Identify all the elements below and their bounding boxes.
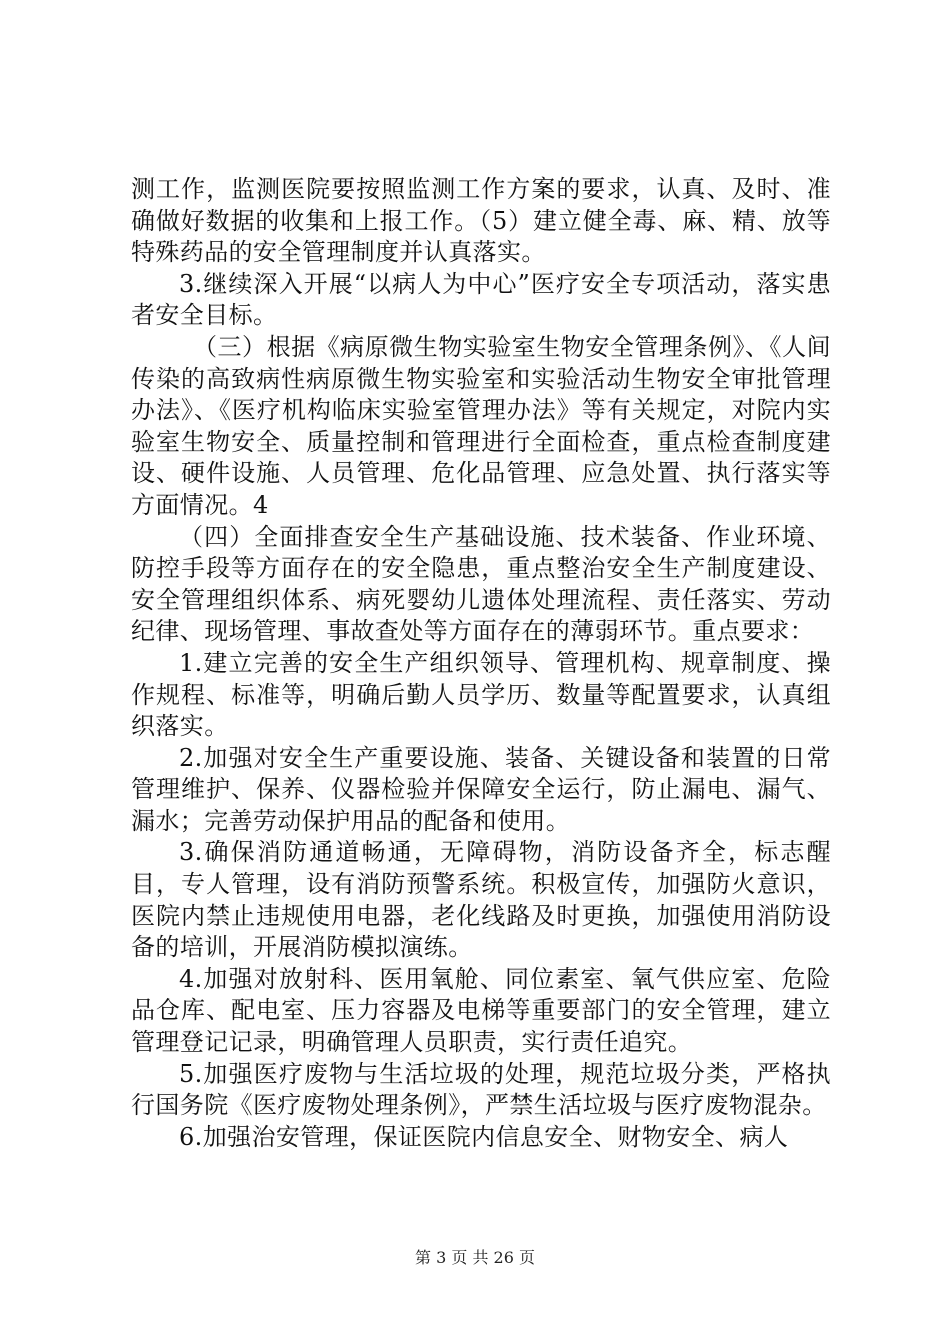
paragraph-continuation: 测工作，监测医院要按照监测工作方案的要求，认真、及时、准确做好数据的收集和上报工作。（5）建立健全毒、麻、精、放等特殊药品的安全管理制度并认真落实。	[131, 175, 831, 267]
paragraph-item-6: 6.加强治安管理，保证医院内信息安全、财物安全、病人	[179, 1122, 789, 1151]
paragraph-item-3-patient-safety: 3.继续深入开展“以病人为中心”医疗安全专项活动，落实患者安全目标。	[131, 269, 831, 330]
page-number-footer: 第 3 页 共 26 页	[415, 1248, 535, 1267]
paragraph-section-4-production-safety: （四）全面排查安全生产基础设施、技术装备、作业环境、防控手段等方面存在的安全隐患，重点整治安全生产制度建设、安全管理组织体系、病死婴幼儿遗体处理流程、责任落实、劳动纪律、现场管理、事故查处等方面存在的薄弱环节。重点要求：	[131, 522, 831, 646]
paragraph-item-5: 5.加强医疗废物与生活垃圾的处理，规范垃圾分类，严格执行国务院《医疗废物处理条例》，严禁生活垃圾与医疗废物混杂。	[131, 1059, 831, 1120]
paragraph-section-3-lab-biosafety: （三）根据《病原微生物实验室生物安全管理条例》、《人间传染的高致病性病原微生物实验室和实验活动生物安全审批管理办法》、《医疗机构临床实验室管理办法》等有关规定，对院内实验室生物安全、质量控制和管理进行全面检查，重点检查制度建设、硬件设施、人员管理、危化品管理、应急处置、执行落实等方面情况。4	[131, 332, 831, 519]
paragraph-item-4: 4.加强对放射科、医用氧舱、同位素室、氧气供应室、危险品仓库、配电室、压力容器及电梯等重要部门的安全管理，建立管理登记记录，明确管理人员职责，实行责任追究。	[131, 964, 831, 1057]
paragraph-item-2: 2.加强对安全生产重要设施、装备、关键设备和装置的日常管理维护、保养、仪器检验并保障安全运行，防止漏电、漏气、漏水；完善劳动保护用品的配备和使用。	[131, 743, 831, 835]
paragraph-item-1: 1.建立完善的安全生产组织领导、管理机构、规章制度、操作规程、标准等，明确后勤人员学历、数量等配置要求，认真组织落实。	[131, 648, 831, 741]
document-body	[131, 174, 831, 1153]
paragraph-item-3-fire-safety: 3.确保消防通道畅通，无障碍物，消防设备齐全，标志醒目，专人管理，设有消防预警系统。积极宣传，加强防火意识，医院内禁止违规使用电器，老化线路及时更换，加强使用消防设备的培训，开展消防模拟演练。	[131, 838, 831, 962]
